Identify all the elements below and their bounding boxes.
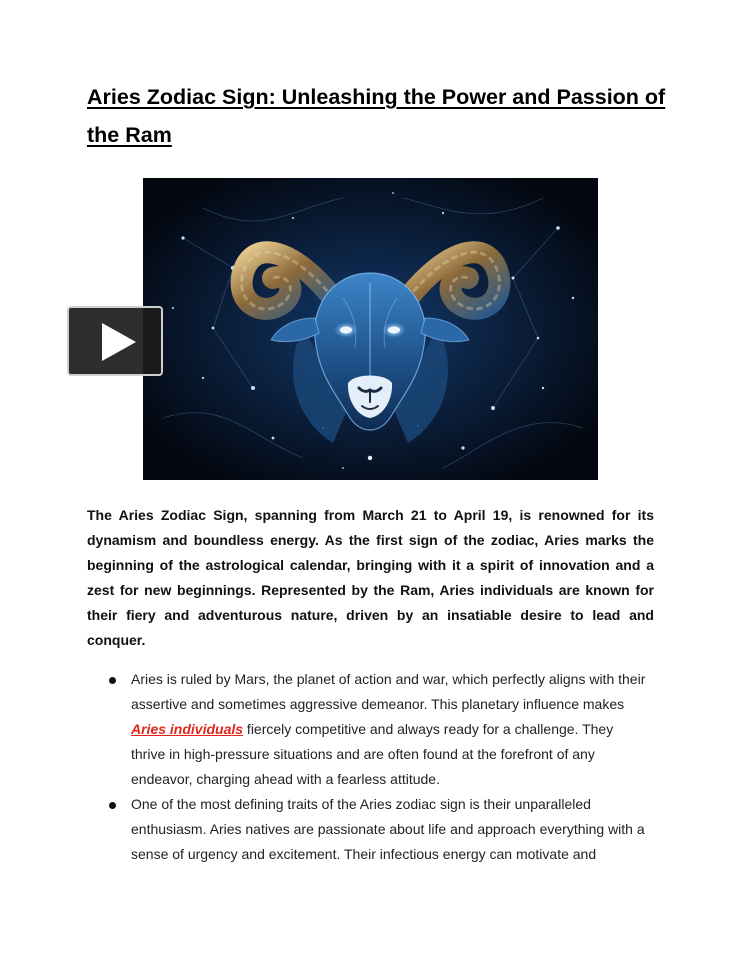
bullet-text-before-link: Aries is ruled by Mars, the planet of action and war, which perfectly aligns with their assertive and sometimes aggressive demeanor. This planetary influence makes [131,671,646,712]
bullet-dot-icon [109,802,116,809]
play-icon [102,323,136,361]
bullet-text: One of the most defining traits of the Aries zodiac sign is their unparalleled enthusiasm. Aries natives are passionate about life and approach everything with a sense of urgency and excitement. Their infectious energy can motivate and [131,796,645,862]
video-play-button[interactable] [67,306,163,376]
list-item [87,667,654,792]
page-title: Aries Zodiac Sign: Unleashing the Power and Passion of the Ram [87,85,666,147]
list-item [87,792,654,867]
intro-paragraph: The Aries Zodiac Sign, spanning from March 21 to April 19, is renowned for its dynamism and boundless energy. As the first sign of the zodiac, Aries marks the beginning of the astrological calendar, bringing with it a spirit of innovation and a zest for new beginnings. Represented by the Ram, Aries individuals are known for their fiery and adventurous nature, driven by an insatiable desire to lead and conquer. [87,507,654,648]
bullet-dot-icon [109,677,116,684]
aries-individuals-link[interactable]: Aries individuals [131,721,244,737]
ram-illustration-svg [143,178,598,480]
bullet-text [131,667,651,792]
bullet-list [87,667,654,867]
ram-illustration-image [143,178,598,480]
bullet-text-after-link: fiercely competitive and always ready for a challenge. They thrive in high-pressure situations and are often found at the forefront of any endeavor, charging ahead with a fearless attitude. [131,721,614,787]
